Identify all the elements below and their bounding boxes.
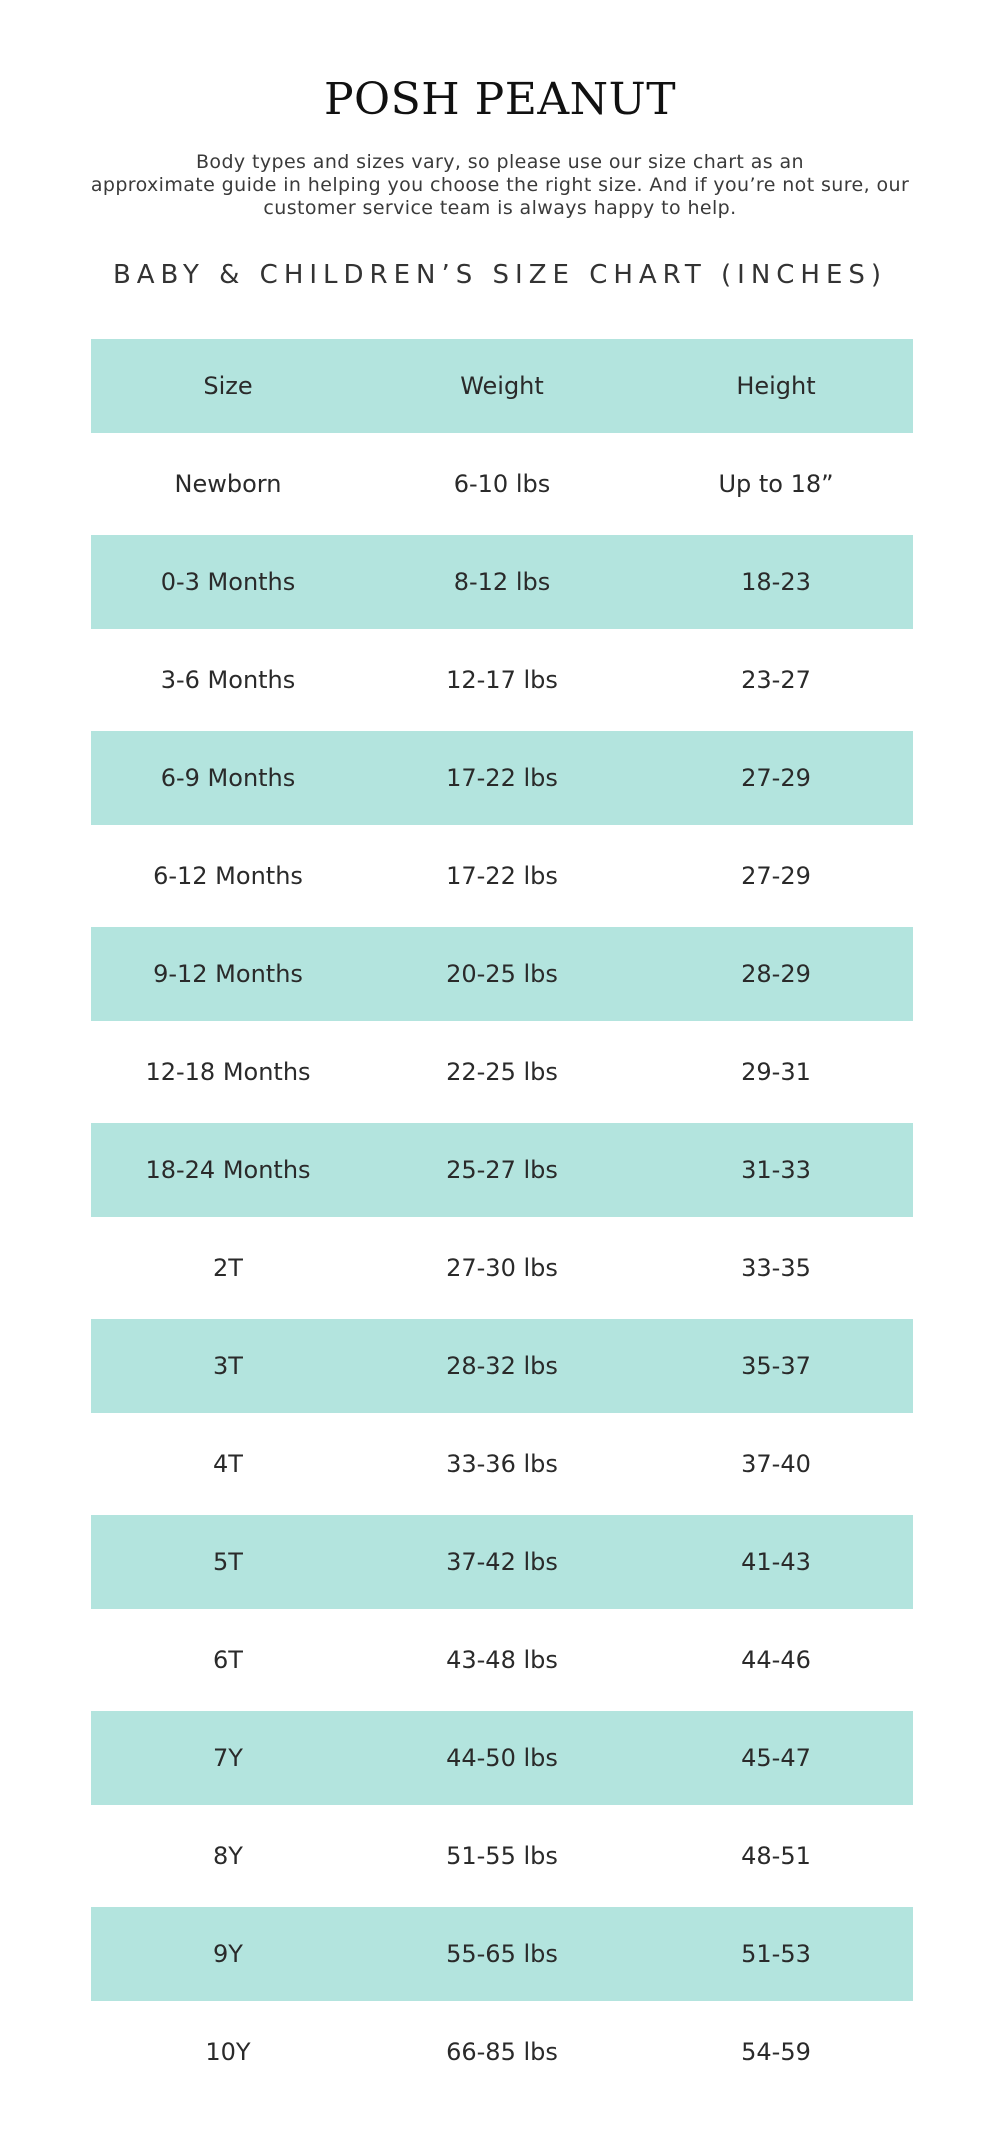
height-cell: 23-27 [741,666,811,694]
size-cell: 10Y [205,2038,251,2066]
weight-cell: 27-30 lbs [446,1254,558,1282]
size-cell: 9Y [213,1940,243,1968]
table-row [91,1711,913,1805]
weight-cell: 25-27 lbs [446,1156,558,1184]
height-cell: 29-31 [741,1058,811,1086]
size-cell: 7Y [213,1744,243,1772]
weight-cell: 66-85 lbs [446,2038,558,2066]
table-row [91,1417,913,1511]
table-row [91,731,913,825]
table-row [91,1025,913,1119]
height-cell: 28-29 [741,960,811,988]
size-cell: 2T [213,1254,243,1282]
size-chart-heading: BABY & CHILDREN’S SIZE CHART (INCHES) [112,260,888,290]
brand-logo: POSH PEANUT [323,74,677,125]
table-row [91,1613,913,1707]
height-cell: Up to 18” [718,470,834,498]
weight-cell: 33-36 lbs [446,1450,558,1478]
column-header-height: Height [736,372,816,400]
size-cell: 9-12 Months [153,960,303,988]
size-cell: 18-24 Months [145,1156,311,1184]
weight-cell: 55-65 lbs [446,1940,558,1968]
size-cell: 6-12 Months [153,862,303,890]
height-cell: 35-37 [741,1352,811,1380]
size-cell: 12-18 Months [145,1058,311,1086]
size-cell: 6T [213,1646,243,1674]
height-cell: 44-46 [741,1646,811,1674]
size-cell: 5T [213,1548,243,1576]
table-row [91,1809,913,1903]
intro-line: customer service team is always happy to help. [263,197,737,219]
height-cell: 37-40 [741,1450,811,1478]
weight-cell: 51-55 lbs [446,1842,558,1870]
weight-cell: 12-17 lbs [446,666,558,694]
table-row [91,2005,913,2099]
table-row [91,829,913,923]
weight-cell: 17-22 lbs [446,862,558,890]
height-cell: 31-33 [741,1156,811,1184]
size-cell: 3T [213,1352,243,1380]
height-cell: 48-51 [741,1842,811,1870]
size-cell: 3-6 Months [160,666,296,694]
height-cell: 33-35 [741,1254,811,1282]
size-cell: 6-9 Months [160,764,296,792]
size-cell: 4T [213,1450,243,1478]
table-row [91,1319,913,1413]
height-cell: 51-53 [741,1940,811,1968]
table-row [91,1515,913,1609]
size-cell: 8Y [213,1842,243,1870]
height-cell: 27-29 [741,862,811,890]
size-cell: Newborn [174,470,282,498]
weight-cell: 8-12 lbs [453,568,551,596]
table-row [91,1907,913,2001]
weight-cell: 37-42 lbs [446,1548,558,1576]
weight-cell: 44-50 lbs [446,1744,558,1772]
column-header-weight: Weight [460,372,544,400]
column-header-size: Size [203,372,253,400]
height-cell: 27-29 [741,764,811,792]
height-cell: 54-59 [741,2038,811,2066]
weight-cell: 20-25 lbs [446,960,558,988]
height-cell: 18-23 [741,568,811,596]
table-row [91,535,913,629]
weight-cell: 22-25 lbs [446,1058,558,1086]
table-header-row [91,339,913,433]
weight-cell: 43-48 lbs [446,1646,558,1674]
intro-line: Body types and sizes vary, so please use our size chart as an [195,151,804,173]
height-cell: 41-43 [741,1548,811,1576]
height-cell: 45-47 [741,1744,811,1772]
table-row [91,1123,913,1217]
table-row [91,927,913,1021]
size-cell: 0-3 Months [160,568,296,596]
weight-cell: 28-32 lbs [446,1352,558,1380]
table-row [91,633,913,727]
weight-cell: 17-22 lbs [446,764,558,792]
weight-cell: 6-10 lbs [453,470,551,498]
intro-text [80,151,920,220]
intro-line: approximate guide in helping you choose the right size. And if you’re not sure, our [90,174,910,196]
table-row [91,1221,913,1315]
table-row [91,437,913,531]
